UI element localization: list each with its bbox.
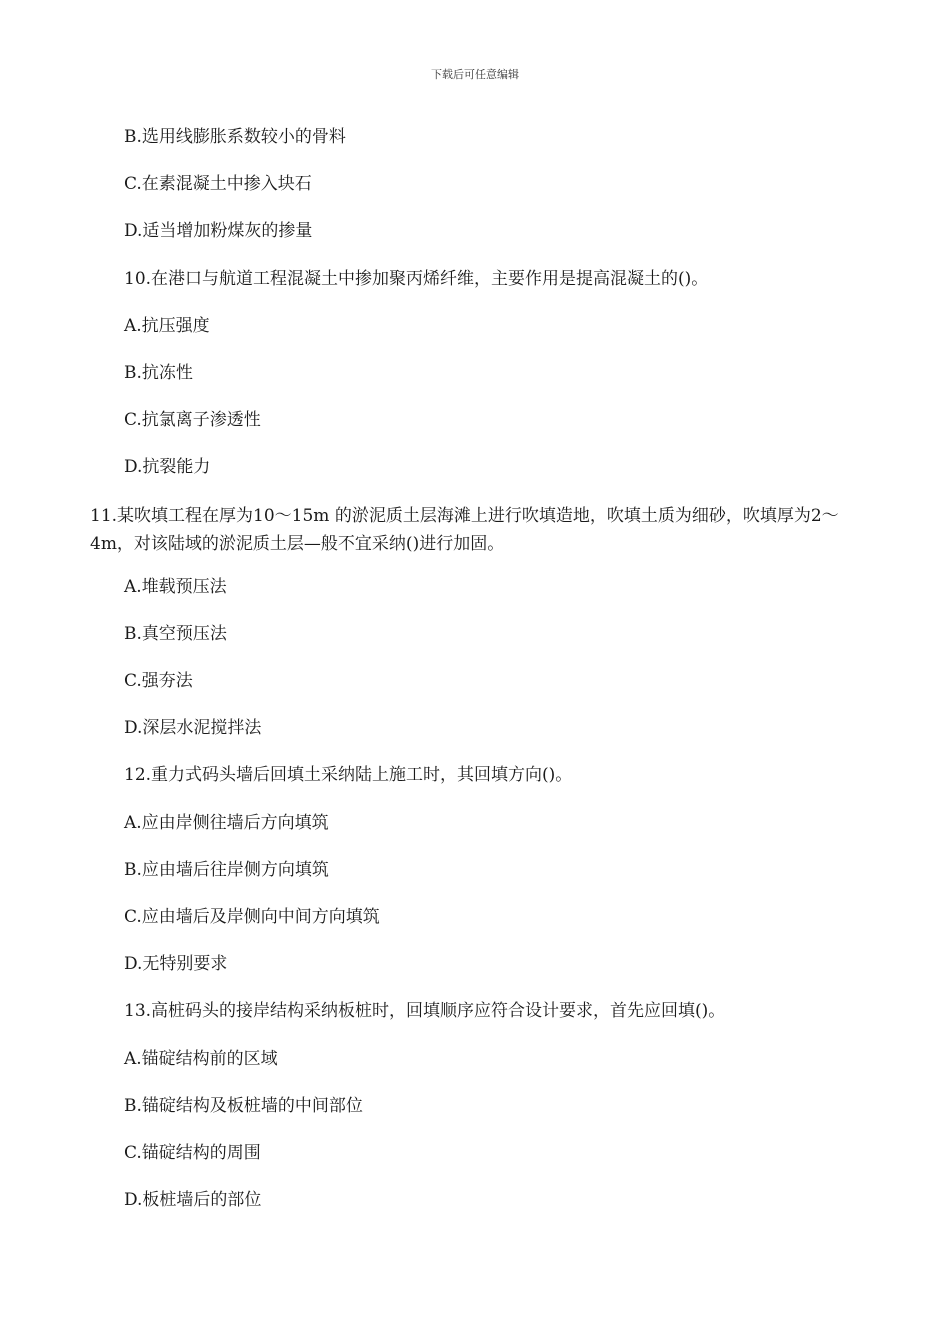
q11-option-b: B.真空预压法 — [124, 624, 227, 644]
q10-option-a: A.抗压强度 — [124, 316, 210, 336]
q10-option-b: B.抗冻性 — [124, 363, 193, 383]
q12-option-a: A.应由岸侧往墙后方向填筑 — [124, 813, 329, 833]
page-header: 下载后可任意编辑 — [431, 68, 519, 81]
q13-stem: 13.高桩码头的接岸结构采纳板桩时，回填顺序应符合设计要求，首先应回填()。 — [124, 1001, 726, 1021]
q11-stem: 11.某吹填工程在厚为10～15m 的淤泥质土层海滩上进行吹填造地，吹填土质为细砂，吹填厚为2～4m，对该陆域的淤泥质土层—般不宜采纳()进行加固。 — [90, 506, 839, 554]
q10-stem: 10.在港口与航道工程混凝土中掺加聚丙烯纤维，主要作用是提高混凝土的()。 — [124, 269, 709, 289]
q10-option-d: D.抗裂能力 — [124, 457, 211, 477]
q12-option-b: B.应由墙后往岸侧方向填筑 — [124, 860, 329, 880]
q9-option-d: D.适当增加粉煤灰的掺量 — [124, 221, 313, 241]
q11-option-a: A.堆载预压法 — [124, 577, 227, 597]
q12-option-d: D.无特别要求 — [124, 954, 228, 974]
q9-option-c: C.在素混凝土中掺入块石 — [124, 174, 312, 194]
q11-option-c: C.强夯法 — [124, 671, 193, 691]
q13-option-a: A.锚碇结构前的区域 — [124, 1049, 278, 1069]
q12-option-c: C.应由墙后及岸侧向中间方向填筑 — [124, 907, 380, 927]
q12-stem: 12.重力式码头墙后回填土采纳陆上施工时，其回填方向()。 — [124, 765, 573, 785]
q13-option-b: B.锚碇结构及板桩墙的中间部位 — [124, 1096, 363, 1116]
q13-option-c: C.锚碇结构的周围 — [124, 1143, 261, 1163]
q9-option-b: B.选用线膨胀系数较小的骨料 — [124, 127, 346, 147]
q11-option-d: D.深层水泥搅拌法 — [124, 718, 262, 738]
q10-option-c: C.抗氯离子渗透性 — [124, 410, 261, 430]
q13-option-d: D.板桩墙后的部位 — [124, 1190, 262, 1210]
